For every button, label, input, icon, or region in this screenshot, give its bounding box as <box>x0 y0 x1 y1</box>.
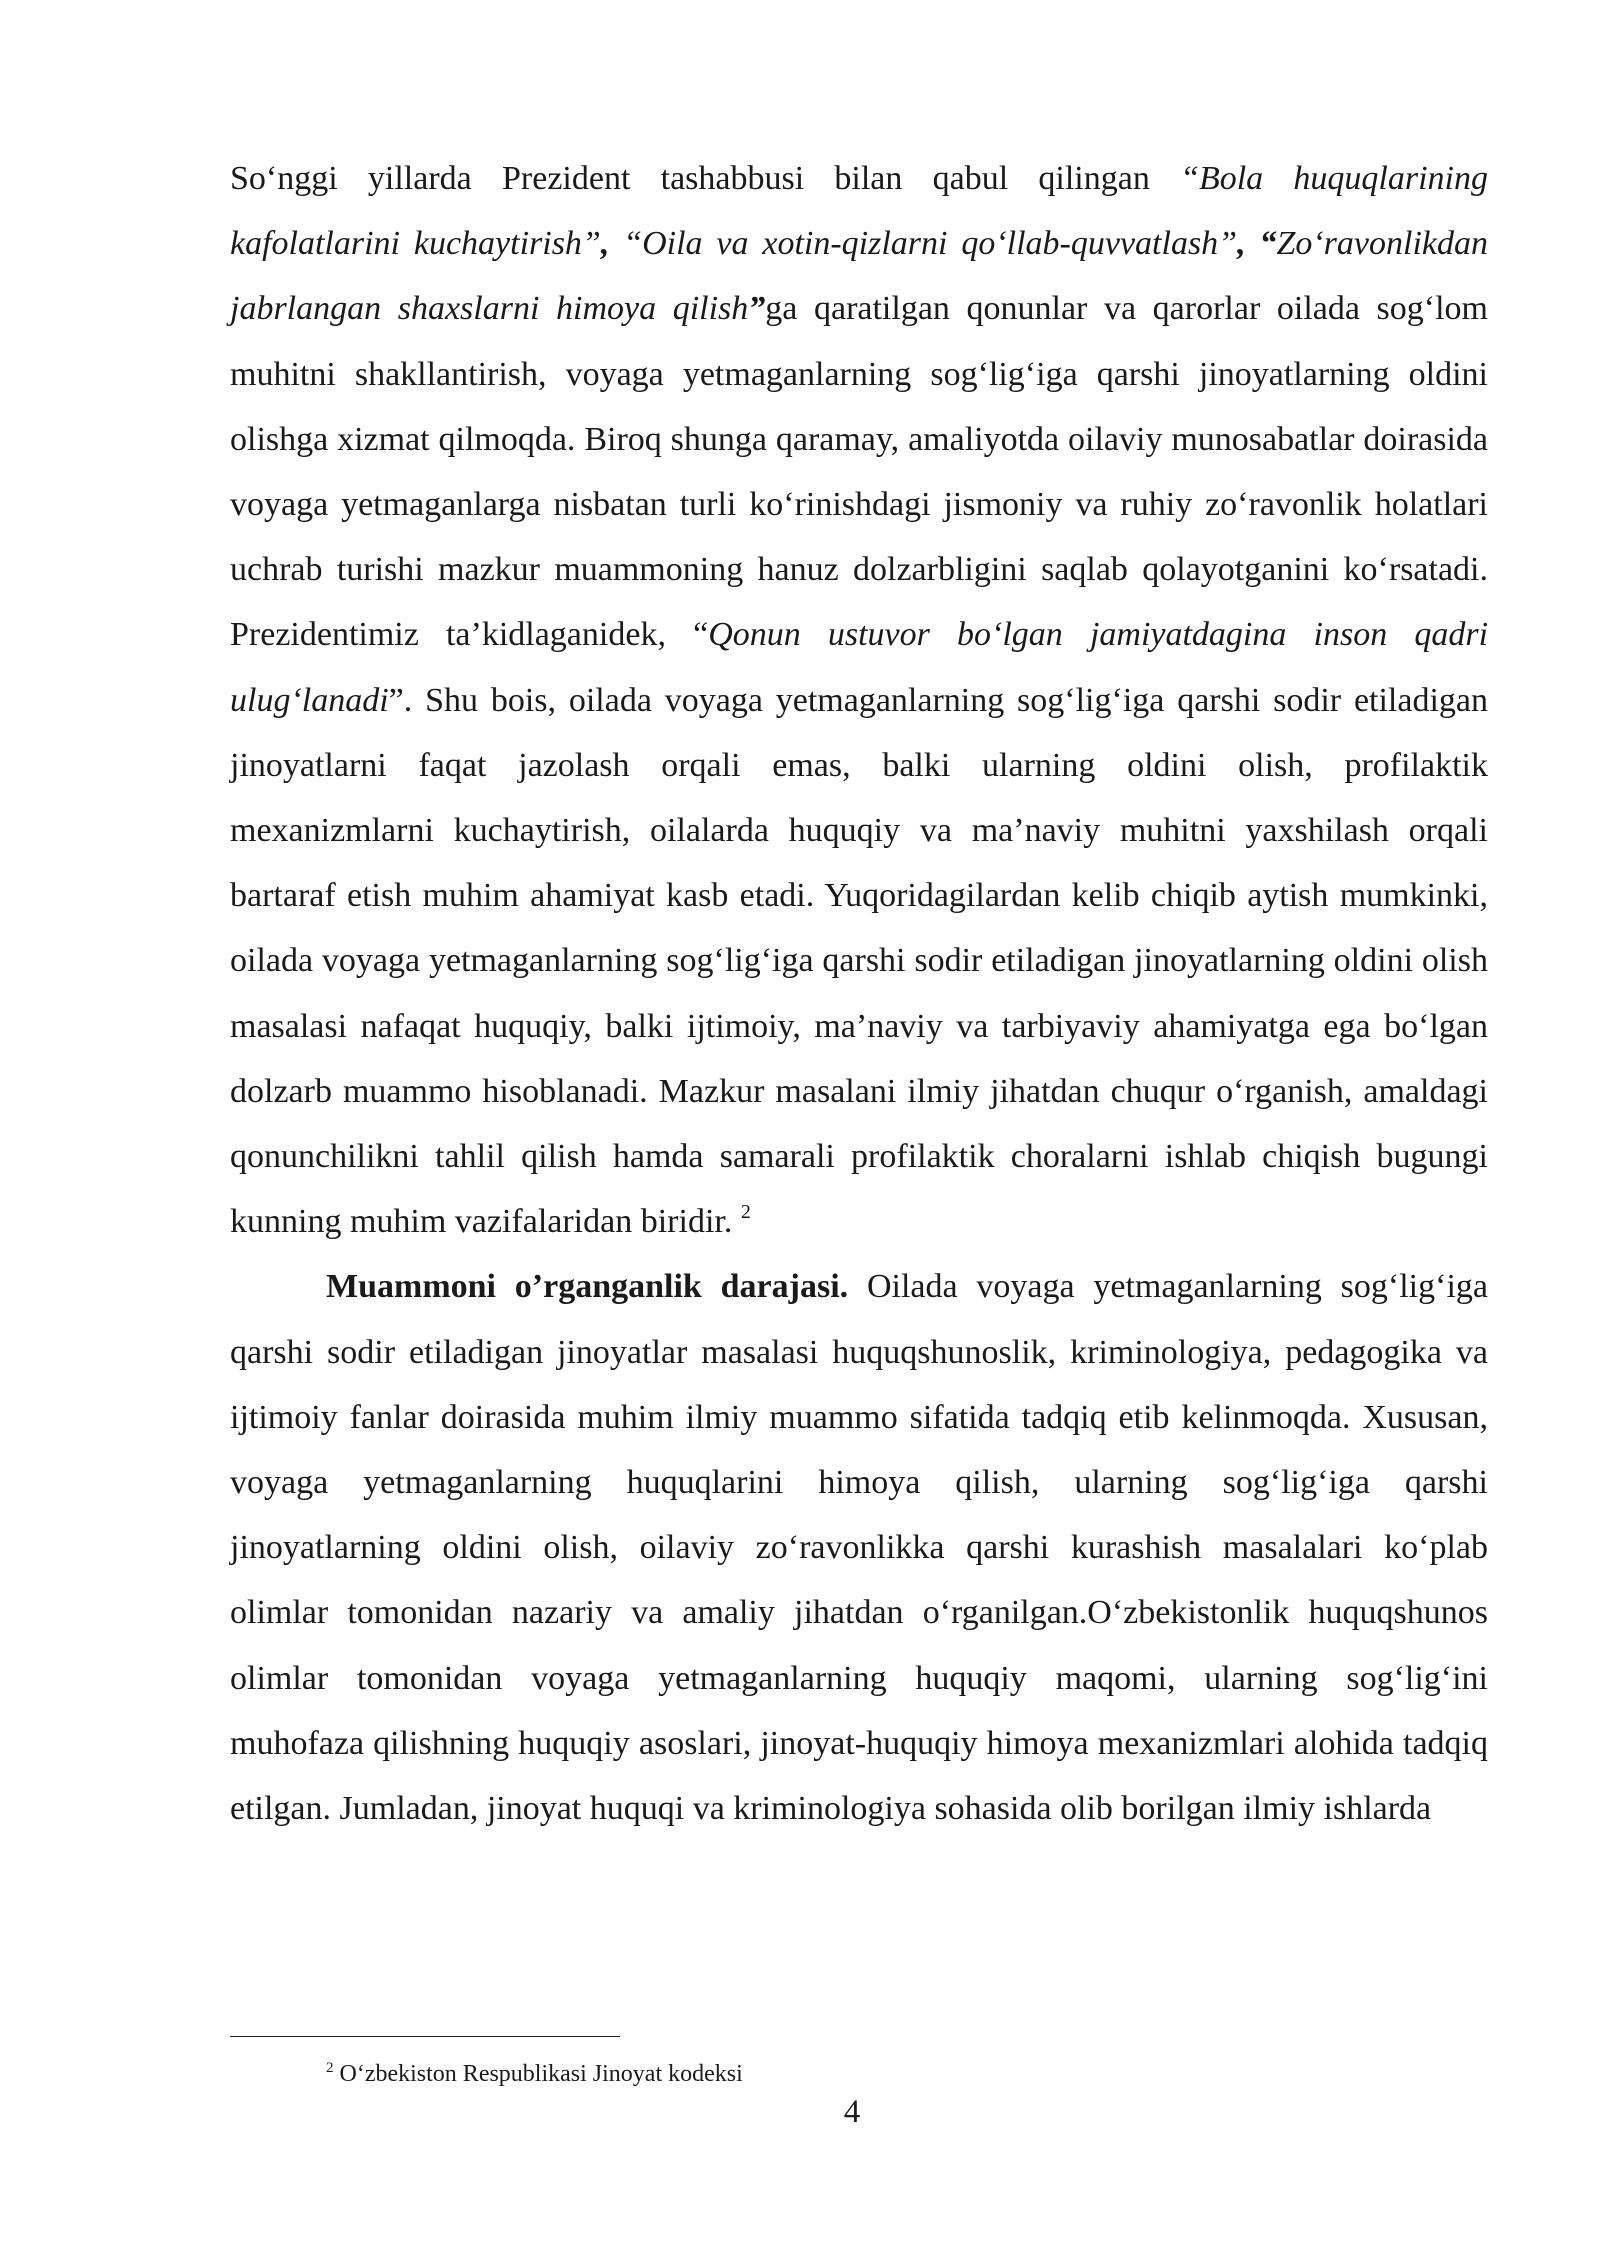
text-run <box>609 225 623 262</box>
text-run: So‘nggi yillarda Prezident tashabbusi bilan qabul qilingan <box>230 160 1181 197</box>
text-run <box>1246 225 1260 262</box>
footnote-divider <box>230 2036 620 2037</box>
paragraph-intro <box>230 146 1488 1254</box>
page-number: 4 <box>843 2094 861 2130</box>
law-title-italic: Zo‘ravonlikdan jabrlangan shaxslarni himoya qilish <box>230 225 1488 328</box>
paragraph-study-level <box>230 1254 1488 1841</box>
quotation-italic: Qonun ustuvor bo‘lgan jamiyatdagina inson qadri ulug‘lanadi <box>230 616 1489 719</box>
text-run: Oilada voyaga yetmaganlarning sog‘lig‘iga qarshi sodir etiladigan jinoyatlar masalasi huquqshunoslik, kriminologiya, pedagogika va ijtimoiy fanlar doirasida muhim ilmiy muammo sifatida tadqiq etib kelinmoqda. Xususan, voyaga yetmaganlarning huquqlarini himoya qilish, ularning sog‘lig‘iga qarshi jinoyatlarning oldini olish, oilaviy zo‘ravonlikka qarshi kurashish masalalari ko‘plab olimlar tomonidan nazariy va amaliy jihatdan o‘rganilgan.O‘zbekistonlik huquqshunos olimlar tomonidan voyaga yetmaganlarning huquqiy maqomi, ularning sog‘lig‘ini muhofaza qilishning huquqiy asoslari, jinoyat-huquqiy himoya mexanizmlari alohida tadqiq etilgan. Jumladan, jinoyat huquqi va kriminologiya sohasida olib borilgan ilmiy ishlarda <box>230 1268 1488 1828</box>
quote-mark-bold: ” <box>748 290 766 328</box>
footnote <box>326 2058 743 2090</box>
footnote-number: 2 <box>326 2060 334 2076</box>
punctuation-bold: , <box>600 225 610 263</box>
punctuation-bold: , <box>1237 225 1246 263</box>
quote-mark-bold: “ <box>1259 225 1277 263</box>
footnote-text: O‘zbekiston Respublikasi Jinoyat kodeksi <box>333 2061 743 2087</box>
text-run: ga qaratilgan qonunlar va qarorlar oilada sog‘lom muhitni shakllantirish, voyaga yetmaganlarning sog‘lig‘iga qarshi jinoyatlarning oldini olishga xizmat qilmoqda. Biroq shunga qaramay, amaliyotda oilaviy munosabatlar doirasida voyaga yetmaganlarga nisbatan turli ko‘rinishdagi jismoniy va ruhiy zo‘ravonlik holatlari uchrab turishi mazkur muammoning hanuz dolzarbligini saqlab qolayotganini ko‘rsatadi. Prezidentimiz ta’kidlaganidek, “ <box>230 290 1488 654</box>
law-title-italic: “Bola huquqlarining kafolatlarini kuchaytirish” <box>230 160 1488 263</box>
law-title-italic: “Oila va xotin-qizlarni qo‘llab-quvvatlash” <box>623 225 1238 263</box>
section-heading-inline: Muammoni o’rganganlik darajasi. <box>326 1268 849 1306</box>
footnote-reference[interactable]: 2 <box>740 1201 751 1224</box>
text-run: ”. Shu bois, oilada voyaga yetmaganlarning sog‘lig‘iga qarshi sodir etiladigan jinoyatlarni faqat jazolash orqali emas, balki ularning oldini olish, profilaktik mexanizmlarni kuchaytirish, oilalarda huquqiy va ma’naviy muhitni yaxshilash orqali bartaraf etish muhim ahamiyat kasb etadi. Yuqoridagilardan kelib chiqib aytish mumkinki, oilada voyaga yetmaganlarning sog‘lig‘iga qarshi sodir etiladigan jinoyatlarning oldini olish masalasi nafaqat huquqiy, balki ijtimoiy, ma’naviy va tarbiyaviy ahamiyatga ega bo‘lgan dolzarb muammo hisoblanadi. Mazkur masalani ilmiy jihatdan chuqur o‘rganish, amaldagi qonunchilikni tahlil qilish hamda samarali profilaktik choralarni ishlab chiqish bugungi kunning muhim vazifalaridan biridir. <box>230 681 1488 1241</box>
body-text <box>230 146 1488 1841</box>
